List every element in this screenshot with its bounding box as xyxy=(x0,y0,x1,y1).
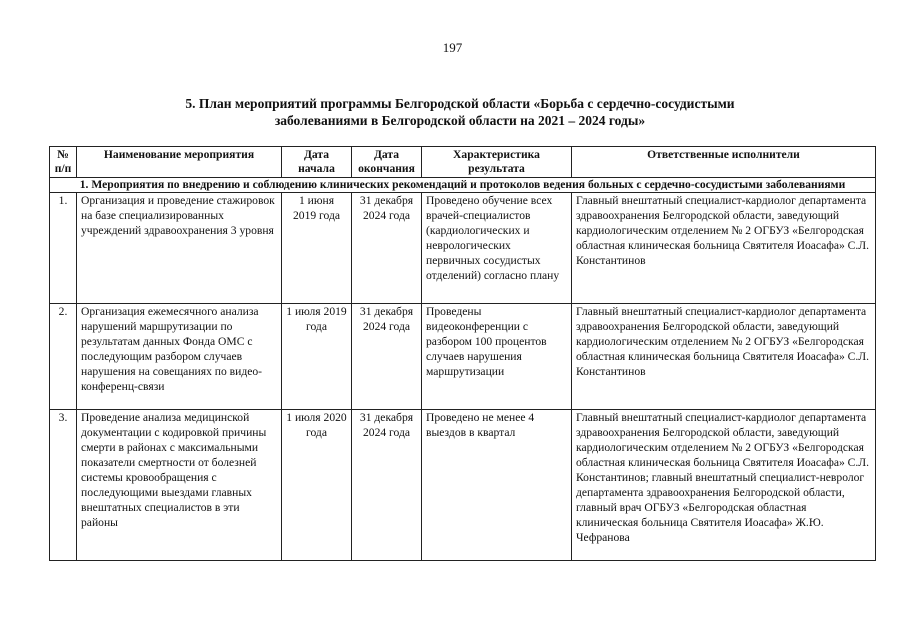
table-row xyxy=(50,410,876,561)
plan-table xyxy=(49,146,876,561)
title-line-1: 5. План мероприятий программы Белгородской области «Борьба с сердечно-сосудистыми xyxy=(185,96,735,111)
document-title xyxy=(120,95,800,129)
row-responsible: Главный внештатный специалист-кардиолог департамента здравоохранения Белгородской области, заведующий кардиологическим отделением № 2 ОГБУЗ «Белгородская областная клиническая больница Святителя Иоасафа» С.Л. Константинов xyxy=(572,304,876,410)
header-end-date: Дата окончания xyxy=(352,147,422,178)
row-name: Организация ежемесячного анализа нарушений маршрутизации по результатам данных Фонда ОМС с последующим разбором случаев нарушения на совещаниях по видео-конференц-связи xyxy=(77,304,282,410)
header-num: № п/п xyxy=(50,147,77,178)
header-name: Наименование мероприятия xyxy=(77,147,282,178)
row-name: Проведение анализа медицинской документации с кодировкой причины смерти в районах с максимальными показатели смертности от болезней системы кровообращения с последующими выездами главных внештатных специалистов в эти районы xyxy=(77,410,282,561)
row-responsible: Главный внештатный специалист-кардиолог департамента здравоохранения Белгородской области, заведующий кардиологическим отделением № 2 ОГБУЗ «Белгородская областная клиническая больница Святителя Иоасафа» С.Л. Константинов xyxy=(572,193,876,304)
header-responsible: Ответственные исполнители xyxy=(572,147,876,178)
section-row xyxy=(50,178,876,193)
row-start-date: 1 июля 2019 года xyxy=(282,304,352,410)
header-result: Характеристика результата xyxy=(422,147,572,178)
header-start-date: Дата начала xyxy=(282,147,352,178)
title-line-2: заболеваниями в Белгородской области на 2021 – 2024 годы» xyxy=(274,113,646,128)
table-header-row xyxy=(50,147,876,178)
row-result: Проведено обучение всех врачей-специалистов (кардиологических и неврологических первичных сосудистых отделений) согласно плану xyxy=(422,193,572,304)
row-num: 2. xyxy=(50,304,77,410)
row-responsible: Главный внештатный специалист-кардиолог департамента здравоохранения Белгородской области, заведующий кардиологическим отделением № 2 ОГБУЗ «Белгородская областная клиническая больница Святителя Иоасафа» С.Л. Константинов; главный внештатный специалист-невролог департамента здравоохранения Белгородской области, главный врач ОГБУЗ «Белгородская областная клиническая больница Святителя Иоасафа» Ж.Ю. Чефранова xyxy=(572,410,876,561)
page-number: 197 xyxy=(442,40,463,55)
row-end-date: 31 декабря 2024 года xyxy=(352,304,422,410)
row-name: Организация и проведение стажировок на базе специализированных учреждений здравоохранения 3 уровня xyxy=(77,193,282,304)
section-title: 1. Мероприятия по внедрению и соблюдению клинических рекомендаций и протоколов ведения больных с сердечно-сосудистыми заболеваниями xyxy=(50,178,876,193)
row-end-date: 31 декабря 2024 года xyxy=(352,410,422,561)
table-row xyxy=(50,304,876,410)
row-start-date: 1 июня 2019 года xyxy=(282,193,352,304)
row-result: Проведены видеоконференции с разбором 100 процентов случаев нарушения маршрутизации xyxy=(422,304,572,410)
row-result: Проведено не менее 4 выездов в квартал xyxy=(422,410,572,561)
row-num: 3. xyxy=(50,410,77,561)
table-row xyxy=(50,193,876,304)
row-start-date: 1 июля 2020 года xyxy=(282,410,352,561)
row-end-date: 31 декабря 2024 года xyxy=(352,193,422,304)
row-num: 1. xyxy=(50,193,77,304)
